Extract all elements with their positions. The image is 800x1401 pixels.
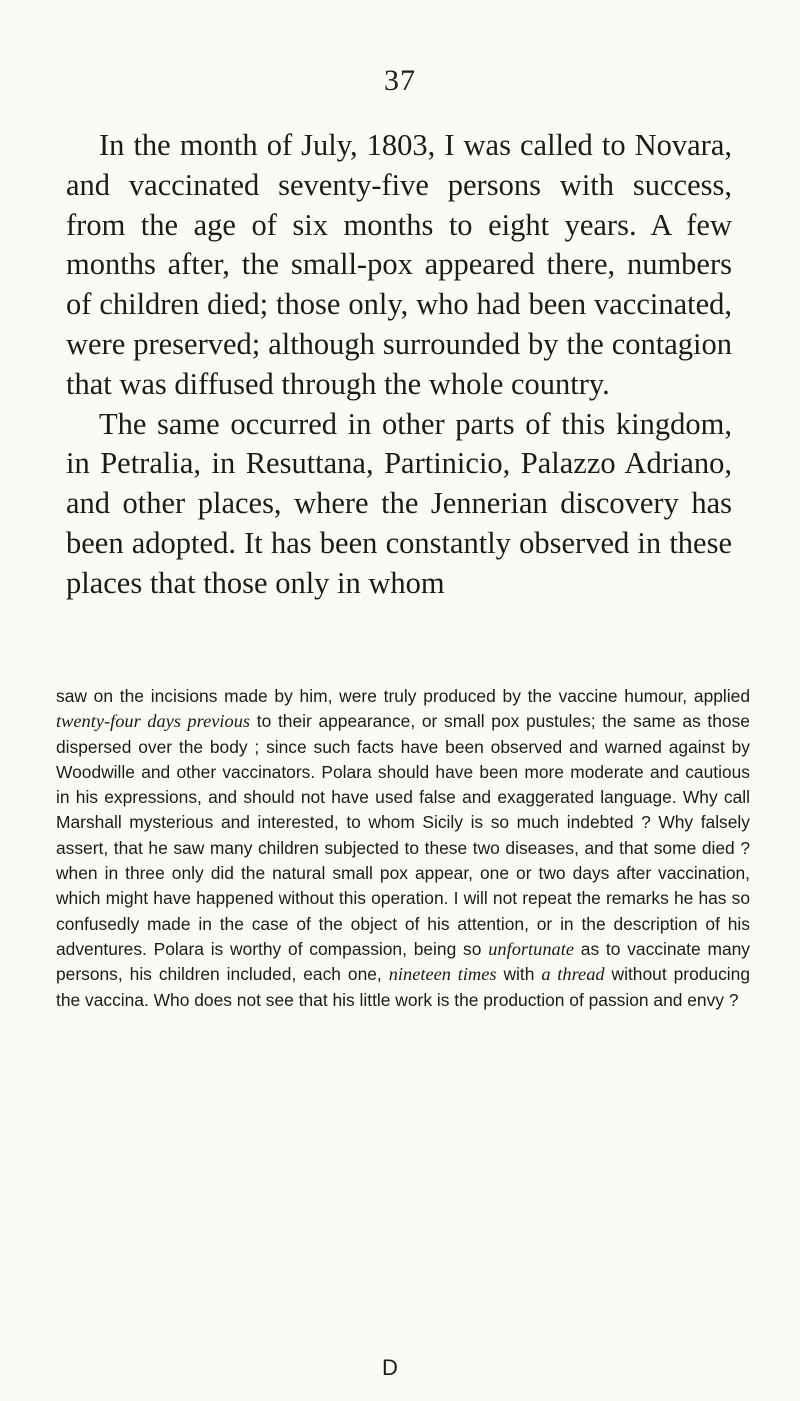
footnote	[56, 684, 750, 1013]
main-paragraph-1: In the month of July, 1803, I was called to Novara, and vaccinated seventy-five persons with success, from the age of six months to eight years. A few months after, the small-pox appeared there, numbers of children died; those only, who had been vaccinated, were preserved; although surrounded by the contagion that was diffused through the whole country.	[66, 128, 732, 401]
footnote-segment-italic: unfortunate	[488, 938, 575, 959]
footnote-segment-italic: nineteen times	[388, 964, 497, 985]
main-paragraph-2: The same occurred in other parts of this kingdom, in Petralia, in Resuttana, Partinicio, Palazzo Adriano, and other places, where the Jennerian discovery has been adopted. It has been constantly observed in these places that those only in whom	[66, 406, 732, 600]
footnote-segment: without producing the vaccina. Who does not see that his little work is the production of passion and envy ?	[56, 964, 750, 1010]
signature-mark: D	[382, 1355, 398, 1380]
page-number: 37	[384, 64, 416, 97]
footnote-segment: with	[496, 964, 542, 985]
main-text	[66, 126, 732, 604]
footnote-segment: as to vaccinate many persons, his children included, each one,	[56, 938, 750, 985]
footnote-segment: to their appearance, or small pox pustules; the same as those dispersed over the body ; since such facts have been observed and warned against by Woodwille and other vaccinators. Polara should have been more moderate and cautious in his expressions, and should not have used false and exaggerated language. Why call Marshall mysterious and interested, to whom Sicily is so much indebted ? Why falsely assert, that he saw many children subjected to these two diseases, and that some died ? when in three only did the natural small pox appear, one or two days after vaccination, which might have happened without this operation. I will not repeat the remarks he has so confusedly made in the case of the object of his attention, or in the description of his adventures. Polara is worthy of compassion, being so	[56, 711, 750, 959]
footnote-segment-italic: a thread	[541, 964, 605, 985]
footnote-paragraph	[56, 684, 750, 1013]
footnote-segment-italic: twenty-four days previous	[56, 711, 251, 732]
footnote-segment: saw on the incisions made by him, were truly produced by the vaccine humour, applied	[56, 686, 750, 706]
